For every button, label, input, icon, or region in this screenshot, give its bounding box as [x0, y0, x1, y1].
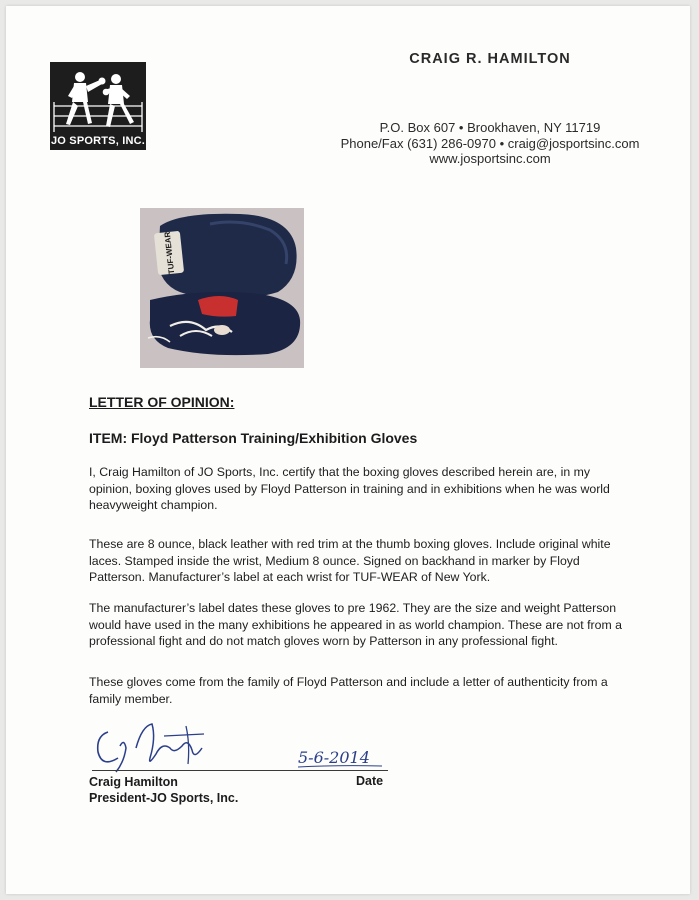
paragraph: I, Craig Hamilton of JO Sports, Inc. certify that the boxing gloves described herein are, in my opinion, boxing gloves used by Floyd Patterson in training and in exhibitions when he was world heavyweight champion. [89, 465, 610, 512]
signer-title: President-JO Sports, Inc. [89, 791, 239, 805]
paragraph: These gloves come from the family of Floyd Patterson and include a letter of authenticity from a family member. [89, 675, 608, 706]
glove-label-text: TUF-WEAR [162, 231, 177, 275]
paragraph: These are 8 ounce, black leather with red trim at the thumb boxing gloves. Include original white laces. Stamped inside the wrist, Medium 8 ounce. Signed on backhand in marker by Floyd Patterson. Manufacturer’s label at each wrist for TUF-WEAR of New York. [89, 537, 611, 584]
website-line: www.josportsinc.com [429, 151, 551, 166]
item-line: ITEM: Floyd Patterson Training/Exhibition Gloves [89, 430, 418, 446]
signature-line [92, 770, 388, 771]
company-logo [50, 62, 146, 150]
contact-line: Phone/Fax (631) 286-0970 • craig@josportsinc.com [340, 136, 640, 151]
red-trim [198, 296, 238, 317]
letter-title: LETTER OF OPINION: [89, 394, 235, 410]
signer-block [89, 774, 238, 806]
address-line: P.O. Box 607 • Brookhaven, NY 11719 [379, 120, 601, 135]
logo-text: JO SPORTS, INC. [50, 135, 146, 147]
handwritten-date-text: 5-6-2014 [298, 748, 370, 767]
signer-name: Craig Hamilton [89, 775, 178, 789]
letterhead-name: CRAIG R. HAMILTON [409, 51, 571, 67]
paragraph: The manufacturer’s label dates these gloves to pre 1962. They are the size and weight Patterson would have used in the many exhibitions he appeared in as world champion. These are not from a professional fight and do not match gloves worn by Patterson in any professional fight. [89, 601, 622, 648]
date-label: Date [356, 774, 384, 788]
gloves-photo [140, 208, 304, 368]
